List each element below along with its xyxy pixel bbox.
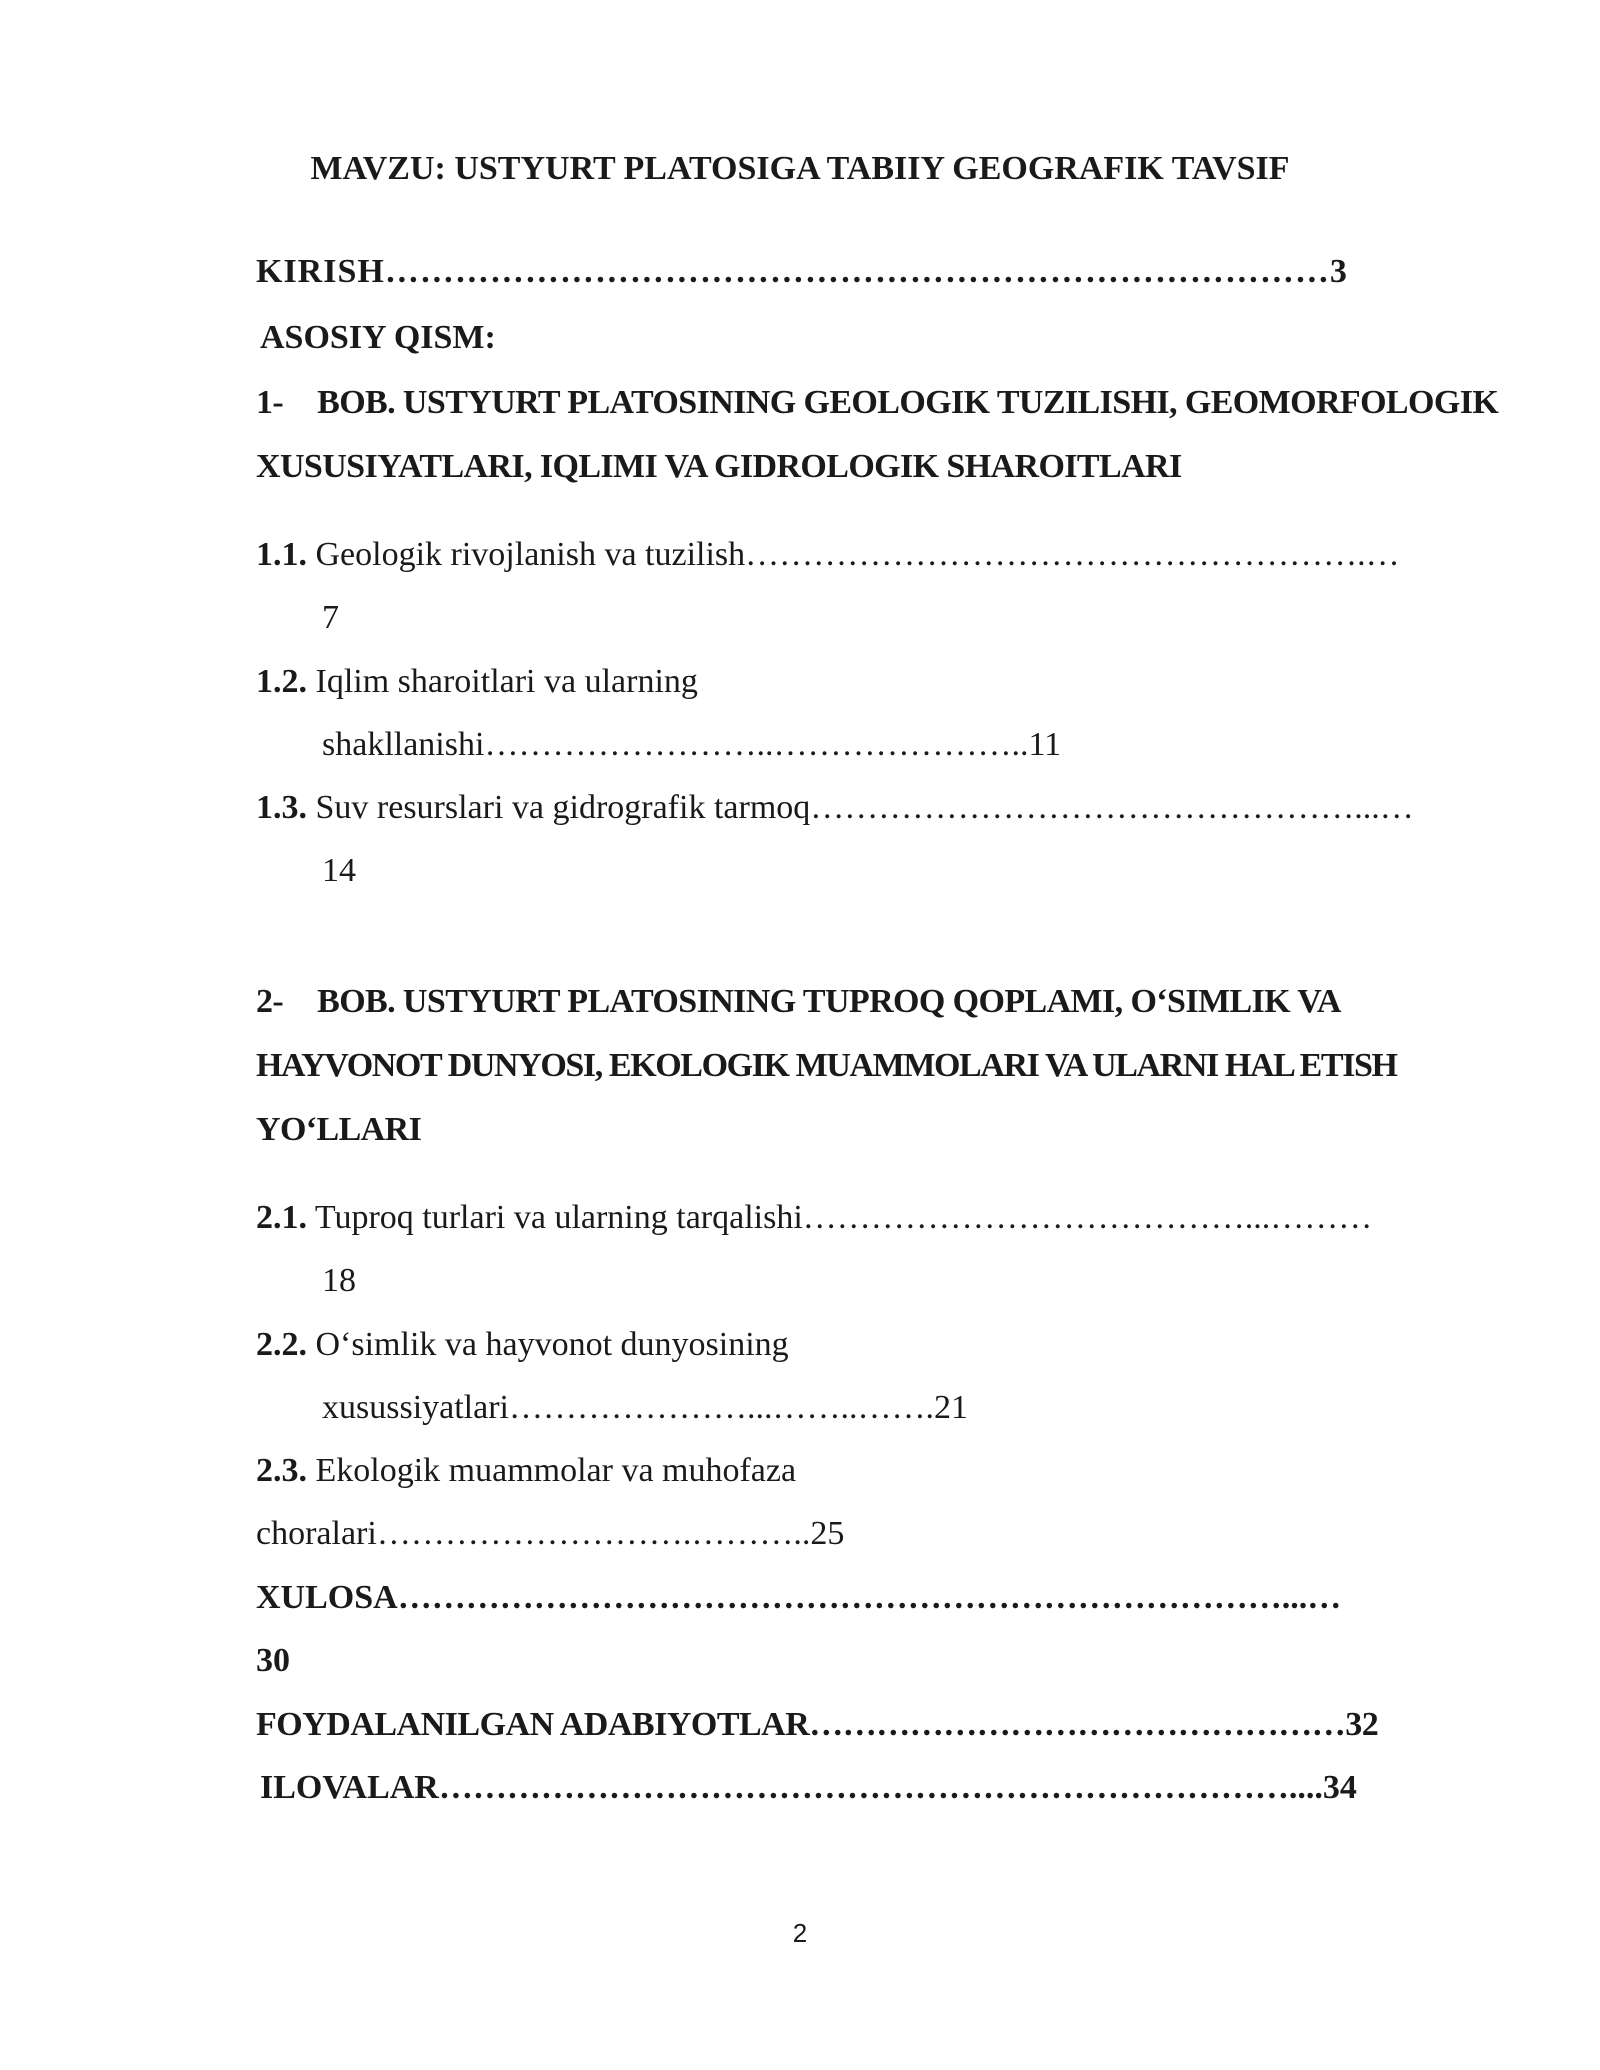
section-1-1-number: 1.1. xyxy=(256,536,307,573)
toc-section-2-1 xyxy=(256,1198,1372,1238)
toc-conclusion-label: XULOSA xyxy=(256,1579,398,1616)
toc-conclusion xyxy=(256,1578,1341,1618)
toc-section-1-1 xyxy=(256,535,1400,575)
section-2-3-line2 xyxy=(256,1514,844,1554)
toc-section-1-3 xyxy=(256,788,1414,828)
section-2-1-page: 18 xyxy=(322,1262,356,1299)
section-1-3-title: Suv resurslari va gidrografik tarmoq xyxy=(315,789,811,826)
section-1-2-number: 1.2. xyxy=(256,663,307,700)
chapter1-number: 1- xyxy=(256,384,284,421)
toc-references xyxy=(256,1705,1378,1745)
section-2-3-page: 25 xyxy=(810,1515,845,1552)
toc-intro-page: 3 xyxy=(1329,253,1348,290)
toc-appendix-dots: ………………………………………………………………….... xyxy=(438,1769,1323,1806)
toc-intro-label: KIRISH xyxy=(256,253,385,290)
section-1-3-number: 1.3. xyxy=(256,789,307,826)
chapter2-heading-line1 xyxy=(256,982,1341,1022)
section-1-2-title-line1: Iqlim sharoitlari va ularning xyxy=(315,663,698,700)
toc-appendix-label: ILOVALAR xyxy=(260,1769,439,1806)
toc-conclusion-dots: ……………………………………………………………………...… xyxy=(397,1579,1342,1616)
section-2-2-page: 21 xyxy=(933,1389,968,1426)
toc-references-page: 32 xyxy=(1345,1706,1379,1743)
chapter2-title-line2: HAYVONOT DUNYOSI, EKOLOGIK MUAMMOLARI VA ULARNI HAL ETISH xyxy=(256,1047,1397,1084)
section-2-3-dots: ……………………….……….. xyxy=(376,1515,811,1552)
toc-conclusion-page: 30 xyxy=(256,1642,290,1679)
document-title: MAVZU: USTYURT PLATOSIGA TABIIY GEOGRAFIK TAVSIF xyxy=(310,150,1290,187)
section-2-1-dots: …………………………………...……… xyxy=(802,1199,1373,1236)
section-2-2-title-line1: O‘simlik va hayvonot dunyosining xyxy=(315,1326,789,1363)
toc-references-dots: ………………………………………… xyxy=(809,1706,1346,1743)
section-2-2-title-line2: xusussiyatlari xyxy=(322,1389,509,1426)
main-part-heading: ASOSIY QISM: xyxy=(260,319,496,356)
toc-section-2-2 xyxy=(256,1325,789,1365)
section-2-3-number: 2.3. xyxy=(256,1452,307,1489)
toc-intro-dots: ……………………………………………………………………… xyxy=(384,253,1330,290)
toc-appendix-page: 34 xyxy=(1322,1769,1357,1806)
toc-section-1-2 xyxy=(256,662,698,702)
page-number: 2 xyxy=(792,1918,808,1948)
section-2-3-title-line2: choralari xyxy=(256,1515,377,1552)
section-1-2-title-line2: shakllanishi xyxy=(322,726,485,763)
chapter1-title-line2: XUSUSIYATLARI, IQLIMI VA GIDROLOGIK SHAROITLARI xyxy=(256,448,1182,485)
section-1-1-title: Geologik rivojlanish va tuzilish xyxy=(315,536,746,573)
section-1-2-line2 xyxy=(322,725,1061,765)
chapter2-title-line1: BOB. USTYURT PLATOSINING TUPROQ QOPLAMI, O‘SIMLIK VA xyxy=(317,983,1341,1020)
section-2-2-line2 xyxy=(322,1388,968,1428)
section-2-1-title: Tuproq turlari va ularning tarqalishi xyxy=(314,1199,803,1236)
chapter2-title-line3: YO‘LLARI xyxy=(256,1111,422,1148)
toc-appendix xyxy=(260,1768,1357,1808)
section-2-1-number: 2.1. xyxy=(256,1199,307,1236)
section-1-1-dots: ……………………………………………….… xyxy=(745,536,1400,573)
section-2-3-title-line1: Ekologik muammolar va muhofaza xyxy=(315,1452,797,1489)
section-1-2-dots: ……………………..………………….. xyxy=(484,726,1029,763)
chapter1-title-line1: BOB. USTYURT PLATOSINING GEOLOGIK TUZILISHI, GEOMORFOLOGIK xyxy=(317,384,1499,421)
chapter1-heading-line1 xyxy=(256,383,1498,423)
section-2-2-dots: …………………...……..……. xyxy=(508,1389,934,1426)
chapter2-number: 2- xyxy=(256,983,284,1020)
toc-intro xyxy=(256,252,1348,292)
section-1-1-page: 7 xyxy=(322,599,339,636)
section-1-3-page: 14 xyxy=(322,852,356,889)
toc-references-label: FOYDALANILGAN ADABIYOTLAR xyxy=(256,1706,810,1743)
section-2-2-number: 2.2. xyxy=(256,1326,307,1363)
toc-section-2-3 xyxy=(256,1451,796,1491)
section-1-2-page: 11 xyxy=(1028,726,1062,763)
section-1-3-dots: …………………………………………...… xyxy=(810,789,1414,826)
